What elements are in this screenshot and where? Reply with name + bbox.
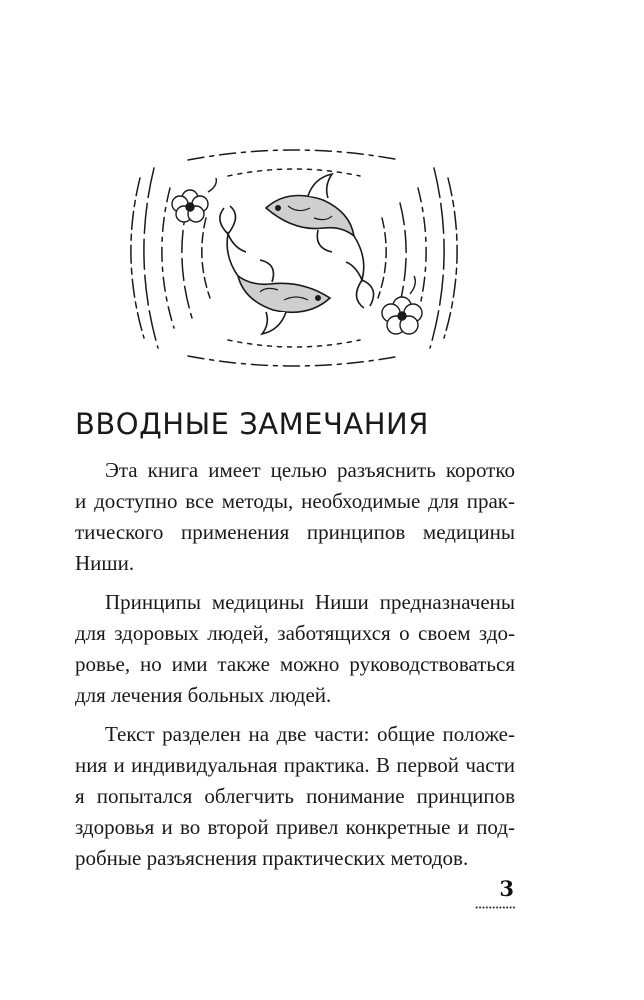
paragraph-2: [75, 587, 515, 711]
page-number-dotted-rule: [475, 906, 515, 909]
ripple-arc: [378, 218, 386, 298]
ripple-arc: [430, 168, 444, 348]
paragraph-1: [75, 455, 515, 579]
ripple-arc: [131, 178, 144, 338]
blossom-left: [172, 178, 216, 222]
text-line: Ниши.: [75, 551, 135, 575]
koi-fish-illustration: [118, 148, 470, 368]
text-line: для здоровых людей, заботящихся о своем здо-: [75, 621, 515, 645]
text-line: для лечения больных людей.: [75, 683, 332, 707]
ripple-arc: [202, 218, 210, 298]
paragraph-3: [75, 719, 515, 874]
text-line: ния и индивидуальная практика. В первой части: [75, 753, 515, 777]
ripple-arc: [228, 169, 360, 176]
page-number: 3: [499, 876, 514, 901]
text-line: я попытался облегчить понимание принципов: [75, 784, 515, 808]
text-line: ровье, но ими также можно руководствоваться: [75, 652, 515, 676]
body-text: [75, 455, 515, 882]
ripple-arc: [444, 178, 457, 338]
ripple-arc: [228, 340, 360, 347]
text-line: Принципы медицины Ниши предназначены: [105, 590, 515, 614]
ripple-arc: [188, 356, 400, 366]
text-line: робные разъяснения практических методов.: [75, 846, 469, 870]
ripple-arc: [188, 150, 400, 160]
text-line: Текст разделен на две части: общие положе-: [105, 722, 515, 746]
section-heading: ВВОДНЫЕ ЗАМЕЧАНИЯ: [75, 407, 429, 441]
text-line: тического применения принципов медицины: [75, 520, 515, 544]
text-line: и доступно все методы, необходимые для прак-: [75, 489, 515, 513]
blossom-right: [382, 276, 422, 334]
text-line: здоровья и во второй привел конкретные и под-: [75, 815, 515, 839]
text-line: Эта книга имеет целью разъяснить коротко: [105, 458, 515, 482]
ripple-arc: [162, 188, 174, 328]
ripple-arc: [144, 168, 158, 348]
